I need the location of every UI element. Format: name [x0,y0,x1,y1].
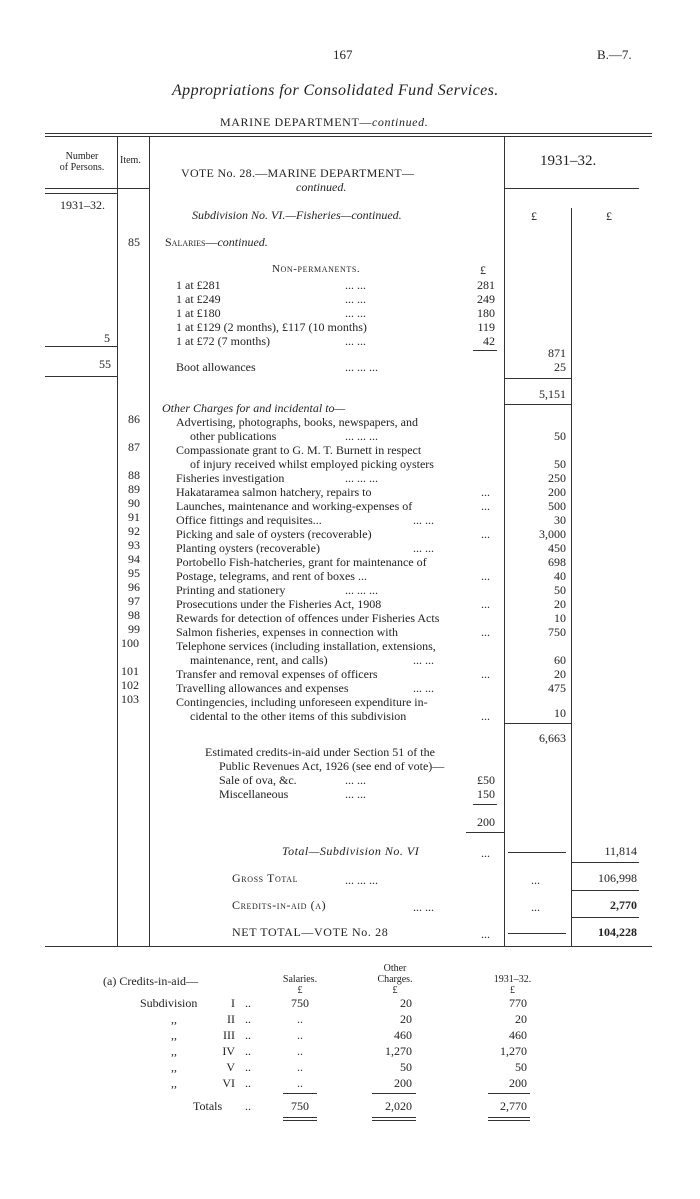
sale-of-ova-label: Sale of ova, &c. [219,773,297,787]
charge-dots: ... ... [413,653,434,667]
page-title: Appropriations for Consolidated Fund Services. [172,82,499,99]
footnote-salaries-rule [283,1093,317,1094]
salary-line-dots: ... ... [345,306,366,320]
salary-line-amount: 119 [477,320,495,334]
page-number: 167 [333,47,353,62]
salary-line-label: 1 at £72 (7 months) [176,334,270,348]
net-total-rule-mid [508,933,566,934]
charge-amount: 3,000 [539,527,566,541]
gross-total-mid-dots: ... [531,873,540,887]
item-number: 88 [128,468,140,482]
salaries-item-number: 85 [128,235,140,249]
charge-dots: ... [481,667,490,681]
persons-header-rule [45,188,117,189]
table-bottom-rule [45,946,652,947]
footnote-row-lead: ,, [171,1028,177,1042]
footnote-row-year: 50 [515,1060,527,1074]
charge-label: Compassionate grant to G. M. T. Burnett in respect [176,443,422,457]
footnote-other-header [368,963,422,985]
item-number: 101 [121,664,139,678]
charge-label: Picking and sale of oysters (recoverable) [176,527,372,541]
charge-amount: 250 [548,471,566,485]
footnote-row-dots: .. [245,1044,251,1058]
credits-in-aid-label: Credits-in-aid (a) [232,898,327,912]
footnote-row-other: 200 [394,1076,412,1090]
miscellaneous-dots: ... ... [345,787,366,801]
persons-item-divider [117,136,118,946]
subdivision-total-dots: ... [481,846,490,860]
document-reference: B.—7. [597,47,632,62]
footnote-pound-3: £ [510,985,515,996]
item-header-rule [117,188,149,189]
footnote-row-other: 460 [394,1028,412,1042]
charge-dots: ... ... [413,513,434,527]
item-column-header: Item. [120,155,141,166]
footnote-year-rule [488,1093,530,1094]
item-number: 103 [121,692,139,706]
salary-line-label: 1 at £281 [176,278,221,292]
footnote-row-salaries: .. [297,1060,303,1074]
footnote-row-dots: .. [245,996,251,1010]
sale-of-ova-amount: £50 [477,773,495,787]
charge-dots: ... ... [413,541,434,555]
charge-dots: ... ... ... [345,429,378,443]
footnote-row-other: 1,270 [385,1044,412,1058]
footnote-salaries-double-rule [283,1117,317,1118]
item-number: 93 [128,538,140,552]
footnote-row-number: I [231,996,235,1010]
charge-label: Launches, maintenance and working-expenses of [176,499,413,513]
charge-label: Travelling allowances and expenses [176,681,349,695]
other-charges-heading: Other Charges for and incidental to— [162,401,346,415]
item-number: 98 [128,608,140,622]
item-description-divider [149,136,150,946]
credits-in-aid-dots: ... ... [413,900,434,914]
table-top-rule [45,133,652,134]
footnote-row-number: V [226,1060,235,1074]
item-number: 87 [128,440,140,454]
footnote-row-year: 200 [509,1076,527,1090]
credits-in-aid-rule [571,917,639,918]
footnote-other-header-line1: Other [383,963,407,974]
footnote-row-lead: ,, [171,1076,177,1090]
charge-label: Advertising, photographs, books, newspapers, and [176,415,418,429]
other-charges-total: 6,663 [539,731,566,745]
charge-dots: ... [481,709,490,723]
charge-dots: ... [481,569,490,583]
footnote-totals-label: Totals [193,1099,223,1113]
footnote-row-salaries: .. [297,1012,303,1026]
sale-of-ova-dots: ... ... [345,773,366,787]
charge-amount: 500 [548,499,566,513]
item-number: 89 [128,482,140,496]
boot-allowances-amount: 25 [554,360,566,374]
charge-label-cont: cidental to the other items of this subdivision [190,709,407,723]
vote-title: VOTE No. 28.—MARINE DEPARTMENT— [181,166,415,180]
footnote-pound-2: £ [392,985,398,996]
charge-amount: 450 [548,541,566,555]
salary-line-amount: 180 [477,306,495,320]
footnote-row-number: VI [222,1076,235,1090]
charge-label: Transfer and removal expenses of officers [176,667,378,681]
footnote-row-lead: ,, [171,1012,177,1026]
item-number: 97 [128,594,140,608]
boot-allowances-dots: ... ... ... [345,360,378,374]
pound-column-2: £ [606,209,612,223]
boot-allowances-label: Boot allowances [176,360,256,374]
salary-line-dots: ... ... [345,278,366,292]
credits-estimate-line2: Public Revenues Act, 1926 (see end of vote)— [219,759,445,773]
charge-amount: 475 [548,681,566,695]
footnote-row-number: III [223,1028,235,1042]
persons-total-rule [45,376,117,377]
footnote-row-year: 460 [509,1028,527,1042]
table-top-rule-2 [45,136,652,137]
charge-amount: 50 [554,457,566,471]
footnote-year-header: 1931–32. [493,974,532,985]
persons-header-line2: of Persons. [59,162,105,173]
persons-header-line1: Number [65,151,99,162]
vote-continued: continued. [296,180,347,194]
charge-label-cont: maintenance, rent, and calls) [190,653,328,667]
footnote-row-salaries: .. [297,1028,303,1042]
footnote-row-dots: .. [245,1076,251,1090]
year-right: 1931–32. [540,153,597,169]
net-total-amount: 104,228 [598,925,637,939]
footnote-other-header-line2: Charges. [377,974,413,985]
salaries-subtotal: 871 [548,346,566,360]
footnote-row-lead: ,, [171,1044,177,1058]
footnote-row-other: 50 [400,1060,412,1074]
salary-line-label: 1 at £249 [176,292,221,306]
item-number: 96 [128,580,140,594]
non-permanents-pound: £ [480,263,486,277]
charge-dots: ... [481,597,490,611]
charge-dots: ... [481,625,490,639]
salary-line-dots: ... ... [345,334,366,348]
footnote-other-double-rule-2 [372,1120,416,1121]
charge-label: Office fittings and requisites... [176,513,322,527]
credits-total-under-rule [466,832,504,833]
item-number: 90 [128,496,140,510]
net-total-label: NET TOTAL—VOTE No. 28 [232,925,389,939]
footnote-row-year: 770 [509,996,527,1010]
non-permanents-heading: Non-permanents. [272,263,361,275]
salary-line-dots: ... ... [345,292,366,306]
footnote-row-lead: ,, [171,1060,177,1074]
amount-columns-divider [571,208,572,946]
item-number: 99 [128,622,140,636]
footnote-row-number: II [227,1012,235,1026]
footnote-totals-salaries: 750 [291,1099,309,1113]
item-number: 100 [121,636,139,650]
department-continued: continued. [371,115,429,129]
footnote-totals-dots: .. [245,1099,251,1113]
charge-label: Fisheries investigation [176,471,285,485]
footnote-row-year: 20 [515,1012,527,1026]
description-amount-divider [504,136,505,946]
subdivision-total-amount: 11,814 [604,844,637,858]
salary-line-label: 1 at £180 [176,306,221,320]
salaries-continued: continued. [217,235,268,249]
charge-amount: 60 [554,653,566,667]
gross-total-dots: ... ... ... [345,873,378,887]
footnote-row-lead: Subdivision [140,996,198,1010]
department-name: MARINE DEPARTMENT— [220,115,372,129]
subdivision-total-label: Total—Subdivision No. VI [282,844,420,858]
department-heading [220,116,428,128]
miscellaneous-label: Miscellaneous [219,787,289,801]
item-number: 95 [128,566,140,580]
footnote-row-other: 20 [400,996,412,1010]
credits-in-aid-mid-dots: ... [531,900,540,914]
footnote-salaries-double-rule-2 [283,1120,317,1121]
footnote-other-rule [372,1093,416,1094]
subdivision-total-rule [571,862,639,863]
item-number: 86 [128,412,140,426]
footnote-year-double-rule-2 [488,1120,530,1121]
charge-dots: ... ... [413,681,434,695]
item-number: 92 [128,524,140,538]
charge-amount: 200 [548,485,566,499]
footnote-row-dots: .. [245,1012,251,1026]
miscellaneous-amount: 150 [477,787,495,801]
charge-amount: 30 [554,513,566,527]
footnote-row-year: 1,270 [500,1044,527,1058]
charge-amount: 20 [554,667,566,681]
footnote-label: (a) Credits-in-aid— [103,974,198,988]
year-left: 1931–32. [60,198,105,212]
item-number: 102 [121,678,139,692]
charge-label: Salmon fisheries, expenses in connection with [176,625,398,639]
credits-in-aid-amount: 2,770 [610,898,637,912]
footnote-salaries-header: Salaries. [282,974,318,985]
item-number: 91 [128,510,140,524]
year-header-rule [504,188,639,189]
charge-amount: 698 [548,555,566,569]
footnote-row-other: 20 [400,1012,412,1026]
item-number: 94 [128,552,140,566]
footnote-row-salaries: .. [297,1076,303,1090]
persons-count: 5 [104,331,110,345]
footnote-row-number: IV [222,1044,235,1058]
salary-subtotal-rule [473,350,497,351]
salary-line-amount: 249 [477,292,495,306]
charge-label: Postage, telegrams, and rent of boxes ... [176,569,367,583]
footnote-pound-1: £ [297,985,303,996]
gross-total-label: Gross Total [232,871,299,885]
footnote-year-double-rule [488,1117,530,1118]
charge-label-cont: of injury received whilst employed picking oysters [190,457,434,471]
salary-line-amount: 281 [477,278,495,292]
charge-label: Contingencies, including unforeseen expenditure in- [176,695,428,709]
footnote-row-salaries: 750 [291,996,309,1010]
gross-total-rule [571,890,639,891]
net-total-dots: ... [481,927,490,941]
salaries-total: 5,151 [539,387,566,401]
charge-dots: ... [481,485,490,499]
persons-column-header [52,151,112,173]
salary-line-amount: 42 [483,334,495,348]
salary-line-label: 1 at £129 (2 months), £117 (10 months) [176,320,367,334]
charge-label: Hakataramea salmon hatchery, repairs to [176,485,372,499]
footnote-row-dots: .. [245,1060,251,1074]
charge-dots: ... ... ... [345,471,378,485]
charge-label: Prosecutions under the Fisheries Act, 1908 [176,597,382,611]
charge-label: Telephone services (including installation, extensions, [176,639,436,653]
other-charges-total-rule [504,723,571,724]
footnote-other-double-rule [372,1117,416,1118]
charge-amount: 50 [554,583,566,597]
subdivision-total-rule-mid [508,852,566,853]
credits-total-rule [473,804,497,805]
charge-amount: 40 [554,569,566,583]
charge-label: Rewards for detection of offences under Fisheries Acts [176,611,440,625]
persons-year-rule [45,193,117,194]
charge-amount: 10 [554,706,566,720]
charge-amount: 10 [554,611,566,625]
footnote-row-dots: .. [245,1028,251,1042]
footnote-row-salaries: .. [297,1044,303,1058]
gross-total-amount: 106,998 [598,871,637,885]
credits-estimate-line1: Estimated credits-in-aid under Section 51 of the [205,745,435,759]
charge-amount: 50 [554,429,566,443]
charge-label: Portobello Fish-hatcheries, grant for maintenance of [176,555,427,569]
subdivision-heading: Subdivision No. VI.—Fisheries—continued. [192,208,402,222]
salaries-label: Salaries— [165,235,218,249]
salaries-heading [165,236,268,248]
salaries-total-under-rule [504,404,571,405]
charge-label: Planting oysters (recoverable) [176,541,320,555]
charge-label: Printing and stationery [176,583,286,597]
charge-dots: ... [481,527,490,541]
charge-label-cont: other publications [190,429,277,443]
credits-total: 200 [477,815,495,829]
boot-persons-count: 55 [99,357,111,371]
charge-amount: 20 [554,597,566,611]
persons-subtotal-rule [45,346,117,347]
footnote-totals-other: 2,020 [385,1099,412,1113]
salaries-total-rule [504,378,571,379]
charge-amount: 750 [548,625,566,639]
charge-dots: ... [481,499,490,513]
footnote-totals-year: 2,770 [500,1099,527,1113]
charge-dots: ... ... ... [345,583,378,597]
pound-column-1: £ [531,209,537,223]
